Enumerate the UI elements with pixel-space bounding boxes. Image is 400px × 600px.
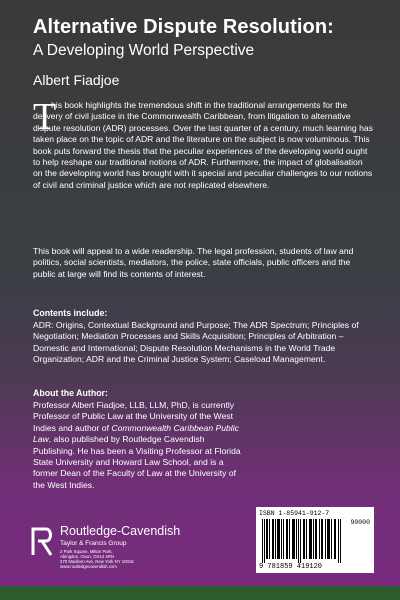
drop-cap: T: [33, 96, 57, 138]
barcode-box: [256, 507, 374, 573]
address-line: 270 Madison Ave, New York NY 10016: [60, 559, 134, 565]
contents-heading: Contents include:: [33, 308, 108, 318]
isbn-top: ISBN 1-85941-912-7: [259, 510, 330, 517]
about-heading: About the Author:: [33, 388, 108, 398]
bottom-band: [0, 586, 400, 600]
publisher-name: Routledge-Cavendish: [60, 524, 181, 538]
intro-paragraph: his book highlights the tremendous shift in the traditional arrangements for the delivery of civil justice in the Commonwealth Caribbean, from litigation to alternative dispute resolution (ADR) processes. Over the last quarter of a century, much learning has taken place on the topic of ADR and the literature on the subject is now voluminous. This book puts forward the thesis that the peculiar experiences of the developing world ought to help reshape our traditional notions of ADR. Furthermore, the impact of globalisation on the developing world has brought with it special and peculiar challenges to our notions of civil and criminal justice which are not replicated elsewhere.: [33, 100, 373, 190]
publisher-address: [60, 549, 134, 569]
routledge-logo-icon: [30, 525, 56, 559]
book-subtitle: A Developing World Perspective: [33, 42, 255, 59]
author-name: Albert Fiadjoe: [33, 72, 120, 88]
about-text-b: , also published by Routledge Cavendish Publishing. He has been a Visiting Professor at Florida State University and Howard Law School, and is a former Dean of the Faculty of Law at the University of the West Indies.: [33, 434, 241, 490]
about-text-a: Professor Albert Fiadjoe, LLB, LLM, PhD, is currently Professor of Public Law at the University of the West Indies and author of: [33, 400, 235, 433]
barcode-icon: [262, 519, 342, 563]
price-code: 90000: [350, 519, 370, 526]
address-line: 2 Park Square, Milton Park,: [60, 549, 113, 554]
address-line: www.routledgecavendish.com: [60, 564, 117, 570]
isbn-bottom: 9 781859 419120: [259, 563, 323, 571]
contents-text: ADR: Origins, Contextual Background and Purpose; The ADR Spectrum; Principles of Negotiation; Mediation Processes and Skills Acquisition; Principles of Arbitration – Domestic and International; Dispute Resolution Mechanisms in the World Trade Organization; ADR and the Criminal Justice System; Caseload Management.: [33, 320, 359, 365]
address-line: Abingdon, Oxon, OX14 4RN: [60, 554, 114, 560]
about-text: [33, 400, 243, 491]
about-book-title: Commonwealth Caribbean Public Law: [33, 422, 239, 445]
readership-paragraph: This book will appeal to a wide readership. The legal profession, students of law and politics, social scientists, mediators, the police, state officials, public officers and the public at large will find its contents of interest.: [33, 246, 354, 279]
book-title: Alternative Dispute Resolution:: [33, 16, 334, 38]
publisher-group: Taylor & Francis Group: [60, 540, 127, 547]
